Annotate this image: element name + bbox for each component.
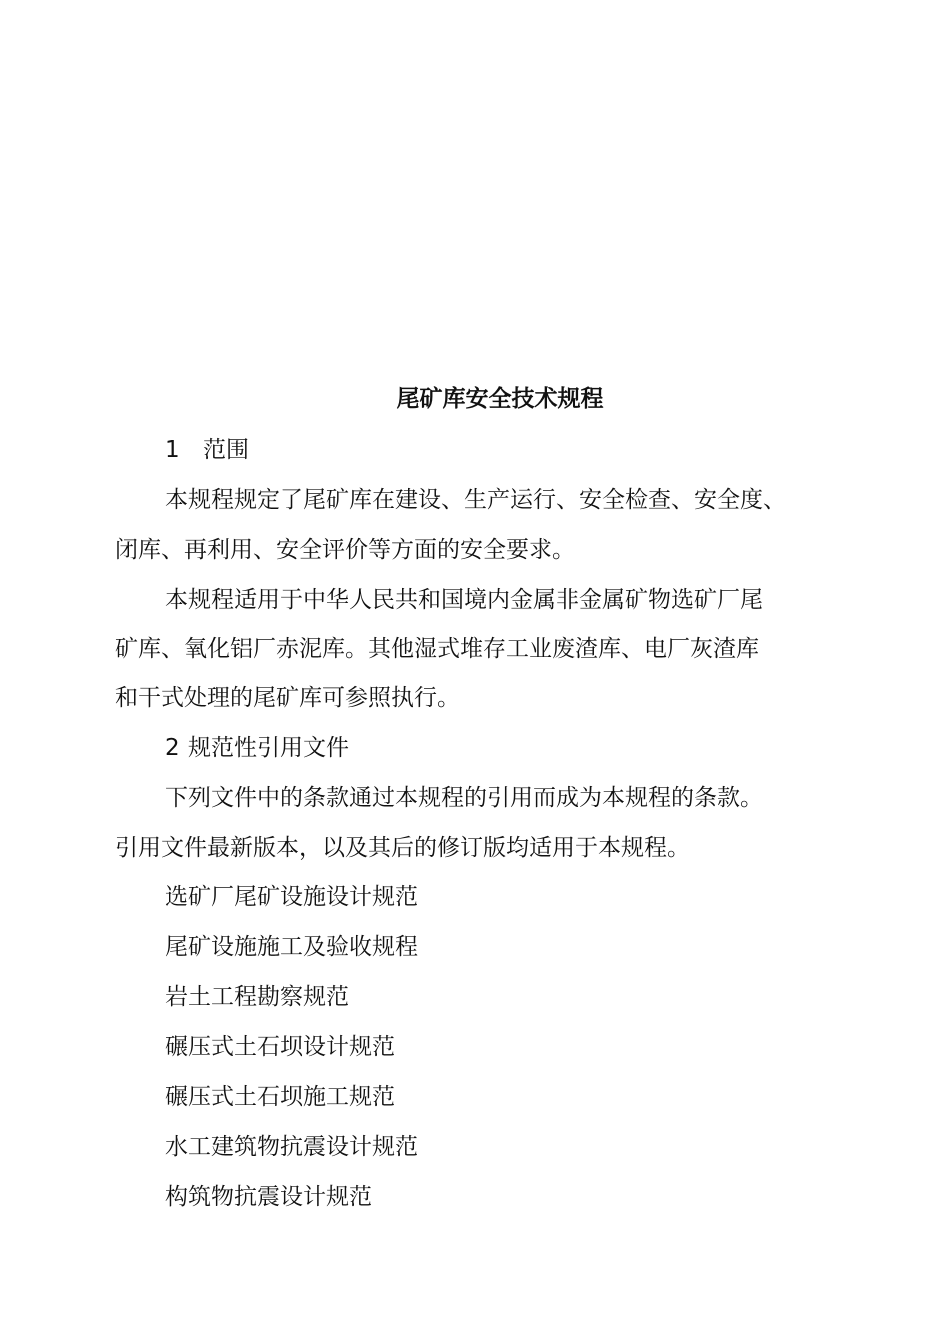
document-title: 尾矿库安全技术规程 bbox=[396, 386, 604, 412]
section-2-title: 规范性引用文件 bbox=[188, 735, 349, 761]
section-1-number: 1 bbox=[165, 437, 180, 463]
paragraph-line: 矿库、氧化铝厂赤泥库。其他湿式堆存工业废渣库、电厂灰渣库 bbox=[115, 636, 759, 662]
section-2-number: 2 bbox=[165, 735, 180, 761]
reference-item: 选矿厂尾矿设施设计规范 bbox=[165, 884, 418, 910]
paragraph-line: 本规程规定了尾矿库在建设、生产运行、安全检查、安全度、 bbox=[165, 487, 786, 513]
reference-item: 岩土工程勘察规范 bbox=[165, 984, 349, 1010]
paragraph-line: 和干式处理的尾矿库可参照执行。 bbox=[115, 685, 460, 711]
reference-item: 构筑物抗震设计规范 bbox=[165, 1184, 372, 1210]
reference-item: 尾矿设施施工及验收规程 bbox=[165, 934, 418, 960]
paragraph-line: 下列文件中的条款通过本规程的引用而成为本规程的条款。 bbox=[165, 785, 763, 811]
section-2-heading bbox=[165, 731, 349, 765]
reference-item: 碾压式土石坝施工规范 bbox=[165, 1084, 395, 1110]
reference-item: 水工建筑物抗震设计规范 bbox=[165, 1134, 418, 1160]
paragraph-line: 引用文件最新版本，以及其后的修订版均适用于本规程。 bbox=[115, 835, 690, 861]
paragraph-line: 闭库、再利用、安全评价等方面的安全要求。 bbox=[115, 537, 575, 563]
reference-item: 碾压式土石坝设计规范 bbox=[165, 1034, 395, 1060]
section-1-heading bbox=[165, 433, 249, 467]
section-1-title: 范围 bbox=[203, 437, 249, 463]
paragraph-line: 本规程适用于中华人民共和国境内金属非金属矿物选矿厂尾 bbox=[165, 587, 763, 613]
